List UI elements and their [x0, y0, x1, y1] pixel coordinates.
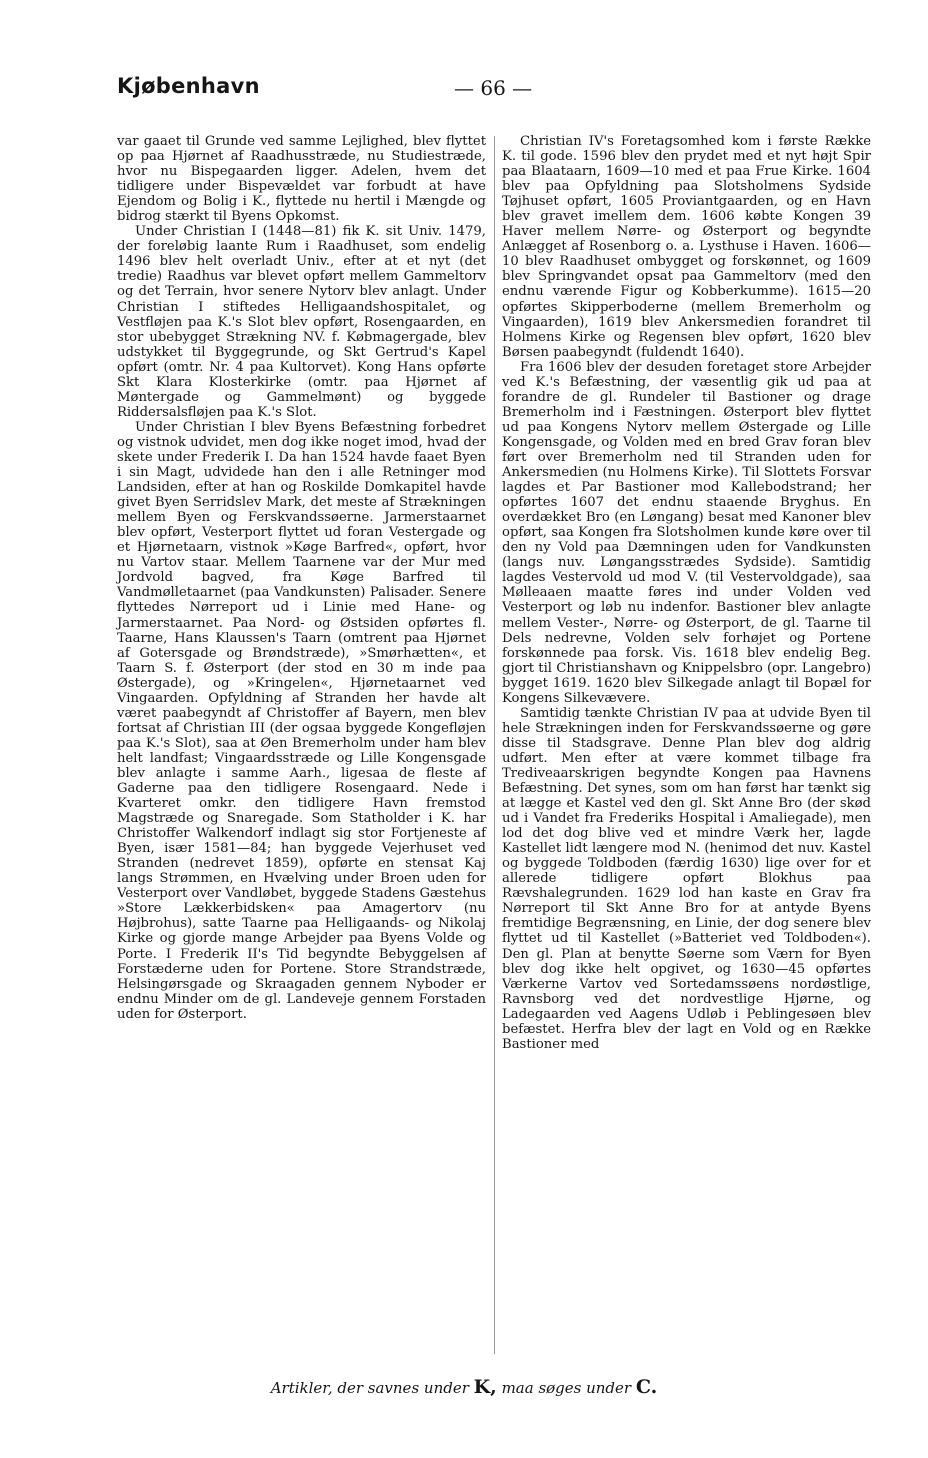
paragraph: var gaaet til Grunde ved samme Lejlighed, blev flyttet op paa Hjørnet af Raadhusstræde, nu Studiestræde, hvor nu Bispegaarden ligger. Adelen, hvem det tidligere under Bispevældet var forbudt at have Ejendom og Bolig i K., flyttede nu hertil i Mængde og bidrog stærkt til Byens Opkomst.	[117, 134, 486, 225]
paragraph: Under Christian I blev Byens Befæstning forbedret og vistnok udvidet, men dog ikke noget imod, hvad der skete under Frederik I. Da han 1524 havde faaet Byen i sin Magt, udvidede han den i alle Retninger mod Landsiden, efter at han og Roskilde Domkapitel havde givet Byen Serridslev Mark, det meste af Strækningen mellem Byen og Ferskvandssøerne. Jarmerstaarnet blev opført, Vesterport flyttet ud foran Vestergade og et Hjørnetaarn, vistnok »Køge Barfred«, opført, hvor nu Vartov staar. Mellem Taarnene var der Mur med Jordvold bagved, fra Køge Barfred til Vandmølletaarnet (paa Vandkunsten) Palisader. Senere flyttedes Nørreport ud i Linie med Hane- og Jarmerstaarnet. Paa Nord- og Østsiden opførtes fl. Taarne, Hans Klaussen's Taarn (omtrent paa Hjørnet af Gotersgade og Brøndstræde), »Smørhætten«, et Taarn S. f. Østerport (der stod en 30 m inde paa Østergade), og »Kringelen«, Hjørnetaarnet ved Vingaarden. Opfyldning af Stranden her havde alt været paabegyndt af Christoffer af Bayern, men blev fortsat af Christian III (der ogsaa byggede Kongefløjen paa K.'s Slot), saa at Øen Bremerholm under ham blev helt landfast; Vingaardsstræde og Lille Kongensgade blev anlagte i samme Aarh., ligesaa de fleste af Gaderne paa den tidligere Rosengaard. Nede i Kvarteret omkr. den tidligere Havn fremstod Magstræde og Snaregade. Som Statholder i K. har Christoffer Walkendorf indlagt sig stor Fortjeneste af Byen, især 1581—84; han byggede Vejerhuset ved Stranden (nedrevet 1859), opførte en stensat Kaj langs Strømmen, en Hvælving under Broen uden for Vesterport over Vandløbet, byggede Stadens Gæstehus »Store Lækkerbidsken« paa Amagertorv (nu Højbrohus), satte Taarne paa Helligaands- og Nikolaj Kirke og gjorde mange Arbejder paa Byens Volde og Porte. I Frederik II's Tid begyndte Bebyggelsen af Forstæderne uden for Portene. Store Strandstræde, Helsingørsgade og Skraagaden gennem Nyboder er endnu Minder om de gl. Landeveje gennem Forstaden uden for Østerport.	[117, 419, 486, 1022]
right-column	[502, 134, 871, 1052]
page-number: — 66 —	[454, 76, 533, 100]
paragraph: Fra 1606 blev der desuden foretaget store Arbejder ved K.'s Befæstning, der væsentlig gik ud paa at forandre de gl. Rundeler til Bastioner og drage Bremerholm ind i Fæstningen. Østerport blev flyttet ud paa Kongens Nytorv mellem Østergade og Lille Kongensgade, og Volden med en bred Grav foran blev ført over Bremerholm ned til Stranden uden for Ankersmedien (nu Holmens Kirke). Til Slottets Forsvar lagdes et Par Bastioner mod Kallebodstrand; her opførtes 1607 det endnu staaende Bryghus. En overdækket Bro (en Løngang) besat med Kanoner blev opført, saa Kongen fra Slotsholmen kunde køre over til den ny Vold paa Dæmningen uden for Vandkunsten (langs nuv. Løngangsstrædes Sydside). Samtidig lagdes Vestervold ud mod V. (til Vestervoldgade), saa Mølleaaen maatte føres ind under Volden ved Vesterport og løb nu indenfor. Bastioner blev anlagte mellem Vester-, Nørre- og Østerport, de gl. Taarne til Dels nedrevne, Volden selv forhøjet og Portene forskønnede paa forsk. Vis. 1618 blev endelig Beg. gjort til Christianshavn og Knippelsbro (opr. Langebro) bygget 1619. 1620 blev Silkegade anlagt til Bopæl for Kongens Silkevævere.	[502, 359, 871, 706]
footer-note	[0, 1376, 928, 1398]
paragraph: Under Christian I (1448—81) fik K. sit Univ. 1479, der foreløbig laante Rum i Raadhuset, som endelig 1496 blev helt overladt Univ., efter at et nyt (det tredie) Raadhus var blevet opført mellem Gammeltorv og det Terrain, hvor senere Nytorv blev anlagt. Under Christian I stiftedes Helligaandshospitalet, og Vestfløjen paa K.'s Slot blev opført, Rosengaarden, en stor ubebygget Strækning NV. f. Købmagergade, blev udstykket til Byggegrunde, og Skt Gertrud's Kapel opført (omtr. Nr. 4 paa Kultorvet). Kong Hans opførte Skt Klara Klosterkirke (omtr. paa Hjørnet af Møntergade og Gammelmønt) og byggede Riddersalsfløjen paa K.'s Slot.	[117, 224, 486, 420]
paragraph: Samtidig tænkte Christian IV paa at udvide Byen til hele Strækningen inden for Ferskvandssøerne og gøre disse til Stadsgrave. Denne Plan blev dog aldrig udført. Men efter at være kommet tilbage fra Trediveaarskrigen begyndte Kongen paa Havnens Befæstning. Det synes, som om han først har tænkt sig at lægge et Kastel ved den gl. Skt Anne Bro (der skød ud i Vandet fra Frederiks Hospital i Amaliegade), men lod det dog blive ved et mindre Værk her, lagde Kastellet lidt længere mod N. (henimod det nuv. Kastel og byggede Toldboden (færdig 1630) lige over for et allerede tidligere opført Blokhus paa Rævshalegrunden. 1629 lod han kaste en Grav fra Nørreport til Skt Anne Bro for at antyde Byens fremtidige Begrænsning, en Linie, der dog senere blev flyttet ud til Kastellet (»Batteriet ved Toldboden«). Den gl. Plan at benytte Søerne som Værn for Byen blev dog ikke helt opgivet, og 1630—45 opførtes Værkerne Vartov ved Sortedamssøens nordøstlige, Ravnsborg ved det nordvestlige Hjørne, og Ladegaarden ved Aagens Udløb i Peblingesøen blev befæstet. Herfra blev der lagt en Vold og en Række Bastioner med	[502, 705, 871, 1052]
left-column	[117, 134, 486, 1022]
footer-text: maa søges under	[496, 1379, 636, 1397]
footer-letter-c: C.	[635, 1376, 658, 1398]
column-divider	[494, 136, 495, 1354]
running-head-title: Kjøbenhavn	[117, 74, 260, 98]
footer-text: Artikler, der savnes under	[270, 1379, 474, 1397]
paragraph: Christian IV's Foretagsomhed kom i første Række K. til gode. 1596 blev den prydet med et nyt højt Spir paa Blaataarn, 1609—10 med et paa Frue Kirke. 1604 blev paa Opfyldning paa Slotsholmens Sydside Tøjhuset opført, 1605 Proviantgaarden, og en Havn blev gravet imellem dem. 1606 købte Kongen 39 Haver mellem Nørre- og Østerport og begyndte Anlægget af Rosenborg o. a. Lysthuse i Haven. 1606—10 blev Raadhuset ombygget og forskønnet, og 1609 blev Springvandet opsat paa Gammeltorv (med den endnu værende Figur og Kobberkumme). 1615—20 opførtes Skipperboderne (mellem Bremerholm og Vingaarden), 1619 blev Ankersmedien forandret til Holmens Kirke og Regensen blev opført, 1620 blev Børsen paabegyndt (fuldendt 1640).	[502, 134, 871, 360]
footer-letter-k: K,	[473, 1376, 497, 1398]
